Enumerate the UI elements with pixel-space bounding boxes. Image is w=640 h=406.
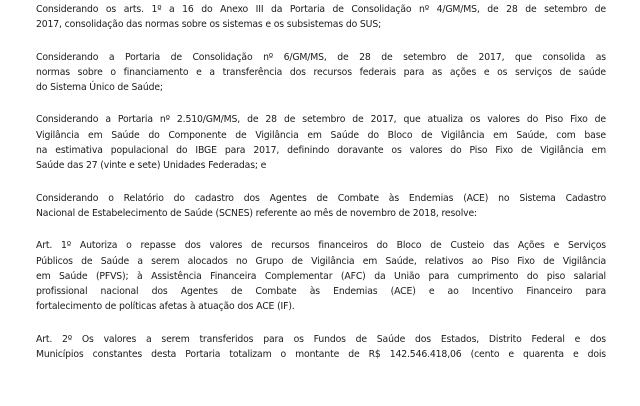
text-line: Art. 1º Autoriza o repasse dos valores de recursos financeiros do Bloco de Custeio das Ações e Serviços: [36, 240, 606, 252]
text-line: Municípios constantes desta Portaria totalizam o montante de R$ 142.546.418,06 (cento e quarenta e dois: [36, 349, 606, 361]
paragraph-relatorio-ace: [36, 191, 606, 222]
text-line: Considerando os arts. 1º a 16 do Anexo III da Portaria de Consolidação nº 4/GM/MS, de 28 de setembro de: [36, 4, 606, 15]
text-line: do Sistema Único de Saúde;: [36, 82, 163, 94]
text-line: 2017, consolidação das normas sobre os sistemas e os subsistemas do SUS;: [36, 19, 382, 31]
text-line: Art. 2º Os valores a serem transferidos para os Fundos de Saúde dos Estados, Distrito Federal e dos: [36, 333, 606, 345]
text-line: normas sobre o financiamento e a transferência dos recursos federais para as ações e os serviços de saúde: [36, 66, 606, 78]
text-line: Considerando a Portaria nº 2.510/GM/MS, de 28 de setembro de 2017, que atualiza os valores do Piso Fixo de: [36, 114, 606, 126]
paragraph-portaria-consolidacao-6: [36, 50, 606, 96]
text-line: Nacional de Estabelecimento de Saúde (SCNES) referente ao mês de novembro de 2018, resolve:: [36, 207, 478, 219]
text-line: fortalecimento de políticas afetas à atuação dos ACE (IF).: [36, 301, 295, 313]
document-body: [36, 2, 606, 379]
text-line: Vigilância em Saúde do Componente de Vigilância em Saúde do Bloco de Vigilância em Saúde, com base: [36, 129, 606, 141]
paragraph-art-1: [36, 238, 606, 314]
text-line: na estimativa populacional do IBGE para 2017, definindo doravante os valores do Piso Fixo de Vigilância em: [36, 145, 606, 157]
paragraph-portaria-consolidacao-4: [36, 2, 606, 33]
text-line: Saúde das 27 (vinte e sete) Unidades Federadas; e: [36, 160, 267, 172]
text-line: profissional nacional dos Agentes de Combate às Endemias (ACE) e ao Incentivo Financeiro para: [36, 286, 606, 298]
paragraph-art-2: [36, 332, 606, 363]
text-line: Considerando o Relatório do cadastro dos Agentes de Combate às Endemias (ACE) no Sistema Cadastro: [36, 192, 606, 204]
paragraph-portaria-2510: [36, 112, 606, 173]
text-line: Públicos de Saúde a serem alocados no Grupo de Vigilância em Saúde, relativos ao Piso Fixo de Vigilância: [36, 255, 606, 267]
text-line: em Saúde (PFVS); à Assistência Financeira Complementar (AFC) da União para cumprimento do piso salarial: [36, 270, 606, 282]
text-line: Considerando a Portaria de Consolidação nº 6/GM/MS, de 28 de setembro de 2017, que consolida as: [36, 51, 606, 63]
